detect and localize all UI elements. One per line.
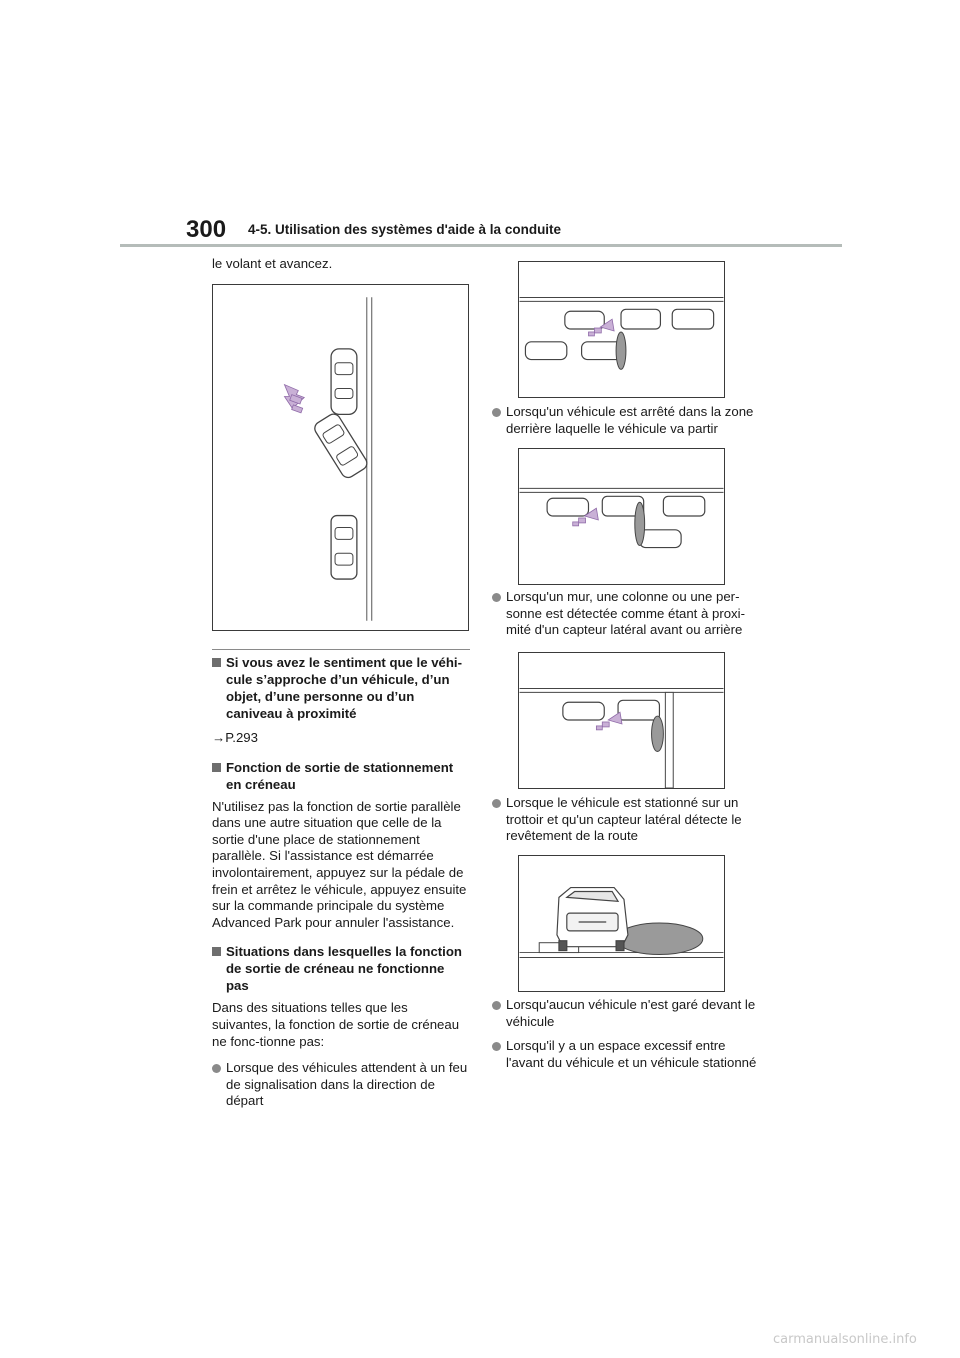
curb-illustration	[519, 856, 724, 991]
situations-intro: Dans des situations telles que les suivantes, la fonction de sortie de créneau ne fonc-tionne pas:	[212, 1000, 460, 1049]
bullet-icon	[492, 593, 501, 602]
exit-function-paragraph: N'utilisez pas la fonction de sortie parallèle dans une autre situation que celle de la sortie d'une place de stationnement parallèle. Si l'assistance est démarrée involontairement, appuyez sur la pédale de frein et arrêtez le véhicule, appuyez ensuite sur la commande principale du système Advanced Park pour annuler l'assistance.	[212, 798, 467, 930]
sidewalk-illustration	[519, 653, 724, 788]
bullet-icon	[492, 1042, 501, 1051]
list-item	[212, 1060, 470, 1110]
intro-text: le volant et avancez.	[212, 256, 333, 271]
bullet-sidewalk-block	[492, 795, 762, 845]
stopped-vehicle-illustration	[519, 262, 724, 397]
bullet-excess-space-text: Lorsqu'il y a un espace excessif entre l'avant du véhicule et un véhicule stationné	[506, 1038, 757, 1070]
bullet-no-front-vehicle-text: Lorsqu'aucun véhicule n'est garé devant le véhicule	[506, 997, 756, 1029]
heading-square-icon	[212, 763, 221, 772]
list-item	[492, 997, 762, 1030]
direction-arrow	[284, 385, 304, 413]
heading-situations-text: Situations dans lesquelles la fonction de sortie de créneau ne fonctionne pas	[226, 944, 462, 994]
parked-car-front	[331, 349, 357, 414]
bullet-icon	[492, 799, 501, 808]
page-number: 300	[186, 216, 227, 243]
heading-proximity	[212, 654, 470, 722]
header-divider	[120, 244, 842, 247]
list-item	[492, 404, 762, 437]
wall-detected-illustration	[519, 449, 724, 584]
bullet-wall-text: Lorsqu'un mur, une colonne ou une per-sonne est détectée comme étant à proxi-mité d'un capteur latéral avant ou arrière	[506, 589, 745, 638]
watermark: carmanualsonline.info	[773, 1332, 917, 1347]
bullet-final-block	[492, 997, 762, 1071]
list-item	[492, 589, 762, 639]
bullet-icon	[492, 408, 501, 417]
section-title: 4-5. Utilisation des systèmes d'aide à la conduite	[248, 222, 562, 237]
bullet-stopped-vehicle-text: Lorsqu'un véhicule est arrêté dans la zone derrière laquelle le véhicule va partir	[506, 404, 754, 436]
list-item	[492, 1038, 762, 1071]
proximity-page-ref: →P.293	[212, 730, 258, 745]
figure-wall-detected	[518, 448, 725, 585]
bullet-wall-block	[492, 589, 762, 639]
heading-proximity-text: Si vous avez le sentiment que le véhi-cule s’approche d’un véhicule, d’un objet, d’une personne ou d’un caniveau à proximité	[226, 655, 462, 721]
heading-situations	[212, 943, 470, 994]
heading-square-icon	[212, 947, 221, 956]
heading-square-icon	[212, 658, 221, 667]
parked-car-rear	[331, 516, 357, 580]
figure-pull-out-maneuver	[212, 284, 469, 631]
heading-exit-function	[212, 759, 470, 793]
bullet-stopped-vehicle-block	[492, 404, 762, 437]
list-item	[492, 795, 762, 845]
pull-out-maneuver-illustration	[213, 285, 468, 630]
heading-exit-function-text: Fonction de sortie de stationnement en créneau	[226, 759, 454, 792]
intro-block	[212, 256, 470, 273]
left-text-block	[212, 649, 470, 1110]
figure-stopped-vehicle	[518, 261, 725, 398]
bullet-traffic-light-text: Lorsque des véhicules attendent à un feu de signalisation dans la direction de départ	[226, 1060, 468, 1109]
section-divider	[212, 649, 470, 650]
moving-car	[312, 412, 369, 481]
suv-front-view	[557, 888, 628, 951]
figure-sidewalk	[518, 652, 725, 789]
bullet-sidewalk-text: Lorsque le véhicule est stationné sur un trottoir et qu'un capteur latéral détecte le revêtement de la route	[506, 795, 742, 844]
bullet-icon	[492, 1001, 501, 1010]
bullet-icon	[212, 1064, 221, 1073]
figure-curb	[518, 855, 725, 992]
